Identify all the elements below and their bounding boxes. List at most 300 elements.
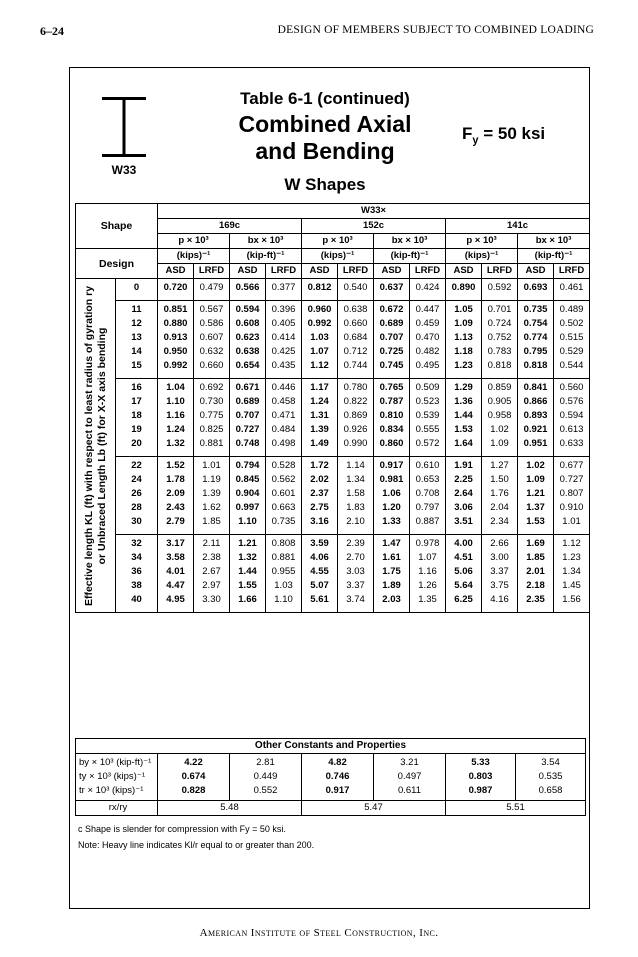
table-cell: 2.01 — [526, 566, 545, 577]
table-cell: 0.825 — [199, 424, 224, 435]
kl-value: 34 — [131, 552, 142, 563]
value-column — [446, 279, 482, 301]
table-row — [76, 301, 590, 379]
table-cell: 0.735 — [271, 516, 296, 527]
table-cell: 0.818 — [487, 360, 512, 371]
table-cell: 0.660 — [199, 360, 224, 371]
table-cell: 1.50 — [490, 474, 509, 485]
table-cell: 0.555 — [415, 424, 440, 435]
table-cell: 1.45 — [562, 580, 581, 591]
table-cell: 0.992 — [163, 360, 188, 371]
kl-value: 28 — [131, 502, 142, 513]
w-shape-icon — [102, 97, 146, 157]
value-column — [518, 279, 554, 301]
table-cell: 0.845 — [235, 474, 260, 485]
table-cell: 1.53 — [454, 424, 473, 435]
kl-value: 24 — [131, 474, 142, 485]
table-cell: 0.377 — [271, 282, 296, 293]
value-column — [302, 535, 338, 613]
design-label: Design — [76, 249, 158, 279]
table-cell: 0.572 — [415, 438, 440, 449]
table-cell: 0.866 — [523, 396, 548, 407]
value-column — [554, 279, 590, 301]
constant-value: 2.81 — [256, 757, 275, 768]
kl-values — [116, 279, 158, 301]
table-cell: 3.74 — [346, 594, 365, 605]
table-cell: 0.424 — [415, 282, 440, 293]
table-cell: 2.97 — [202, 580, 221, 591]
value-column — [374, 279, 410, 301]
table-cell: 0.730 — [199, 396, 224, 407]
table-cell: 0.745 — [379, 360, 404, 371]
table-cell: 0.992 — [307, 318, 332, 329]
table-cell: 1.62 — [202, 502, 221, 513]
kl-value: 17 — [131, 396, 142, 407]
table-cell: 1.44 — [238, 566, 257, 577]
table-cell: 0.562 — [271, 474, 296, 485]
table-cell: 1.75 — [382, 566, 401, 577]
table-cell: 1.12 — [562, 538, 581, 549]
asd-header: ASD — [302, 264, 338, 279]
other-constants-body — [76, 754, 586, 801]
value-column — [302, 379, 338, 457]
table-cell: 0.955 — [271, 566, 296, 577]
table-row — [76, 379, 590, 457]
weight-169: 169c — [158, 219, 302, 234]
table-cell: 1.85 — [526, 552, 545, 563]
table-cell: 4.55 — [310, 566, 329, 577]
table-cell: 0.797 — [415, 502, 440, 513]
table-cell: 0.693 — [523, 282, 548, 293]
table-row — [76, 279, 590, 301]
table-cell: 1.78 — [166, 474, 185, 485]
table-cell: 0.601 — [271, 488, 296, 499]
constant-column — [446, 754, 516, 801]
ratio-value: 5.51 — [446, 801, 586, 816]
p-header: p × 10³ — [302, 234, 374, 249]
table-cell: 0.623 — [235, 332, 260, 343]
constant-value: 0.535 — [538, 771, 563, 782]
constant-value: 0.497 — [397, 771, 422, 782]
table-cell: 0.529 — [559, 346, 584, 357]
table-cell: 0.461 — [559, 282, 584, 293]
table-cell: 0.990 — [343, 438, 368, 449]
table-cell: 0.841 — [523, 382, 548, 393]
table-cell: 3.30 — [202, 594, 221, 605]
table-cell: 0.458 — [271, 396, 296, 407]
table-cell: 2.67 — [202, 566, 221, 577]
table-cell: 1.03 — [310, 332, 329, 343]
asd-header: ASD — [158, 264, 194, 279]
table-cell: 2.04 — [490, 502, 509, 513]
constant-value: 0.611 — [397, 785, 422, 796]
running-head: DESIGN OF MEMBERS SUBJECT TO COMBINED LOADING — [277, 24, 594, 36]
value-column — [446, 535, 482, 613]
table-cell: 2.34 — [490, 516, 509, 527]
table-cell: 0.495 — [415, 360, 440, 371]
table-cell: 0.567 — [199, 304, 224, 315]
table-cell: 0.613 — [559, 424, 584, 435]
table-cell: 1.32 — [166, 438, 185, 449]
table-cell: 0.677 — [559, 460, 584, 471]
table-cell: 1.24 — [166, 424, 185, 435]
value-column — [194, 535, 230, 613]
table-cell: 1.19 — [202, 474, 221, 485]
table-row — [76, 457, 590, 535]
table-cell: 0.890 — [451, 282, 476, 293]
table-cell: 1.05 — [454, 304, 473, 315]
kl-value: 0 — [133, 282, 140, 293]
table-cell: 1.34 — [562, 566, 581, 577]
b-units: (kip-ft)⁻¹ — [518, 249, 590, 264]
kl-values — [116, 535, 158, 613]
table-cell: 0.470 — [415, 332, 440, 343]
table-cell: 0.880 — [163, 318, 188, 329]
constants-labels — [76, 754, 158, 801]
lrfd-header: LRFD — [266, 264, 302, 279]
table-cell: 0.560 — [559, 382, 584, 393]
table-cell: 0.926 — [343, 424, 368, 435]
constant-value: 0.803 — [468, 771, 493, 782]
table-cell: 1.02 — [490, 424, 509, 435]
title-line2: Combined Axial — [238, 111, 412, 137]
table-cell: 1.58 — [346, 488, 365, 499]
table-cell: 0.660 — [343, 318, 368, 329]
kl-value: 11 — [131, 304, 142, 315]
table-cell: 0.684 — [343, 332, 368, 343]
value-column — [374, 535, 410, 613]
table-cell: 0.818 — [523, 360, 548, 371]
table-cell: 4.51 — [454, 552, 473, 563]
table-cell: 0.754 — [523, 318, 548, 329]
table-cell: 0.860 — [379, 438, 404, 449]
constant-value: 0.449 — [253, 771, 278, 782]
kl-values — [116, 457, 158, 535]
table-cell: 0.447 — [415, 304, 440, 315]
constant-column — [230, 754, 302, 801]
kl-value: 15 — [131, 360, 142, 371]
table-cell: 1.76 — [490, 488, 509, 499]
value-column — [302, 279, 338, 301]
table-cell: 0.692 — [199, 382, 224, 393]
value-column — [158, 279, 194, 301]
lrfd-header: LRFD — [338, 264, 374, 279]
table-cell: 2.64 — [454, 488, 473, 499]
kl-value: 12 — [131, 318, 142, 329]
table-cell: 0.725 — [379, 346, 404, 357]
y-axis-label — [76, 279, 116, 613]
table-cell: 0.774 — [523, 332, 548, 343]
value-column — [230, 301, 266, 379]
lrfd-header: LRFD — [482, 264, 518, 279]
value-column — [158, 379, 194, 457]
table-cell: 0.594 — [559, 410, 584, 421]
value-column — [554, 457, 590, 535]
yield-strength: $F_y = 50$ ksi — [462, 124, 546, 147]
table-cell: 1.17 — [310, 382, 329, 393]
other-constants-title: Other Constants and Properties — [76, 739, 586, 754]
value-column — [518, 379, 554, 457]
table-title — [200, 88, 450, 196]
table-cell: 1.01 — [202, 460, 221, 471]
value-column — [194, 279, 230, 301]
y-axis-line1: Effective length KL (ft) with respect to least radius of gyration ry — [82, 285, 95, 606]
table-cell: 1.72 — [310, 460, 329, 471]
table-cell: 0.775 — [199, 410, 224, 421]
table-cell: 1.26 — [418, 580, 437, 591]
table-cell: 0.869 — [343, 410, 368, 421]
table-cell: 1.29 — [454, 382, 473, 393]
table-cell: 0.594 — [235, 304, 260, 315]
table-cell: 1.09 — [454, 318, 473, 329]
b-header: bx × 10³ — [230, 234, 302, 249]
table-cell: 1.66 — [238, 594, 257, 605]
kl-value: 20 — [131, 438, 142, 449]
table-cell: 0.851 — [163, 304, 188, 315]
value-column — [338, 457, 374, 535]
value-column — [230, 457, 266, 535]
table-cell: 0.654 — [235, 360, 260, 371]
table-cell: 0.881 — [271, 552, 296, 563]
table-cell: 5.06 — [454, 566, 473, 577]
value-column — [518, 457, 554, 535]
table-cell: 4.95 — [166, 594, 185, 605]
table-cell: 0.808 — [271, 538, 296, 549]
table-cell: 0.783 — [487, 346, 512, 357]
table-cell: 0.663 — [271, 502, 296, 513]
kl-value: 18 — [131, 410, 142, 421]
table-cell: 0.672 — [379, 304, 404, 315]
b-header: bx × 10³ — [518, 234, 590, 249]
ratio-value: 5.48 — [158, 801, 302, 816]
table-cell: 0.997 — [235, 502, 260, 513]
ratio-label: rx/ry — [76, 801, 158, 816]
value-column — [554, 301, 590, 379]
table-cell: 5.61 — [310, 594, 329, 605]
table-cell: 0.484 — [271, 424, 296, 435]
table-cell: 0.752 — [487, 332, 512, 343]
value-column — [194, 379, 230, 457]
kl-values — [116, 301, 158, 379]
table-cell: 0.978 — [415, 538, 440, 549]
table-cell: 0.638 — [235, 346, 260, 357]
table-cell: 0.638 — [343, 304, 368, 315]
lrfd-header: LRFD — [554, 264, 590, 279]
table-cell: 0.727 — [235, 424, 260, 435]
lrfd-header: LRFD — [410, 264, 446, 279]
b-units: (kip-ft)⁻¹ — [230, 249, 302, 264]
constant-column — [158, 754, 230, 801]
value-column — [302, 457, 338, 535]
constant-value: 0.746 — [325, 771, 350, 782]
table-body — [76, 279, 590, 613]
table-cell: 0.435 — [271, 360, 296, 371]
table-cell: 1.23 — [562, 552, 581, 563]
table-cell: 1.49 — [310, 438, 329, 449]
table-cell: 3.06 — [454, 502, 473, 513]
value-column — [446, 301, 482, 379]
table-cell: 0.566 — [235, 282, 260, 293]
table-cell: 3.59 — [310, 538, 329, 549]
p-units: (kips)⁻¹ — [302, 249, 374, 264]
value-column — [338, 379, 374, 457]
kl-value: 40 — [131, 594, 142, 605]
table-cell: 2.10 — [346, 516, 365, 527]
table-cell: 1.35 — [418, 594, 437, 605]
table-cell: 0.822 — [343, 396, 368, 407]
table-cell: 1.09 — [490, 438, 509, 449]
table-cell: 0.859 — [487, 382, 512, 393]
table-cell: 1.27 — [490, 460, 509, 471]
table-cell: 0.515 — [559, 332, 584, 343]
table-cell: 0.425 — [271, 346, 296, 357]
kl-value: 32 — [131, 538, 142, 549]
table-cell: 0.810 — [379, 410, 404, 421]
table-cell: 1.69 — [526, 538, 545, 549]
p-units: (kips)⁻¹ — [446, 249, 518, 264]
table-cell: 1.02 — [526, 460, 545, 471]
table-cell: 1.47 — [382, 538, 401, 549]
value-column — [446, 379, 482, 457]
table-cell: 1.07 — [418, 552, 437, 563]
table-cell: 1.91 — [454, 460, 473, 471]
table-cell: 3.58 — [166, 552, 185, 563]
publisher-footer: American Institute of Steel Construction, Inc. — [199, 927, 439, 939]
table-cell: 0.632 — [199, 346, 224, 357]
kl-value: 19 — [131, 424, 142, 435]
table-cell: 1.16 — [166, 410, 185, 421]
table-cell: 2.03 — [382, 594, 401, 605]
value-column — [230, 279, 266, 301]
table-cell: 0.807 — [559, 488, 584, 499]
value-column — [482, 457, 518, 535]
table-cell: 3.16 — [310, 516, 329, 527]
constant-label: ty × 10³ (kips)⁻¹ — [79, 771, 145, 782]
constant-value: 0.987 — [468, 785, 493, 796]
value-column — [518, 301, 554, 379]
asd-header: ASD — [230, 264, 266, 279]
p-header: p × 10³ — [446, 234, 518, 249]
value-column — [338, 535, 374, 613]
table-cell: 1.24 — [310, 396, 329, 407]
weight-152: 152c — [302, 219, 446, 234]
table-cell: 0.812 — [307, 282, 332, 293]
y-axis-line2: or Unbraced Length Lb (ft) for X-X axis bending — [95, 327, 108, 564]
table-cell: 0.576 — [559, 396, 584, 407]
weight-141: 141c — [446, 219, 590, 234]
b-header: bx × 10³ — [374, 234, 446, 249]
table-cell: 0.905 — [487, 396, 512, 407]
value-column — [194, 301, 230, 379]
table-cell: 1.12 — [310, 360, 329, 371]
table-cell: 2.70 — [346, 552, 365, 563]
value-column — [158, 535, 194, 613]
shape-group: W33× — [158, 204, 590, 219]
asd-header: ASD — [374, 264, 410, 279]
table-cell: 0.834 — [379, 424, 404, 435]
table-cell: 0.951 — [523, 438, 548, 449]
table-cell: 0.701 — [487, 304, 512, 315]
table-cell: 2.09 — [166, 488, 185, 499]
table-cell: 0.610 — [415, 460, 440, 471]
kl-values — [116, 379, 158, 457]
table-cell: 5.07 — [310, 580, 329, 591]
footnote-slender: c Shape is slender for compression with Fy = 50 ksi. — [78, 824, 286, 834]
value-column — [482, 279, 518, 301]
table-cell: 0.958 — [487, 410, 512, 421]
ratio-value: 5.47 — [302, 801, 446, 816]
kl-value: 30 — [131, 516, 142, 527]
table-cell: 0.489 — [559, 304, 584, 315]
table-cell: 0.653 — [415, 474, 440, 485]
table-cell: 3.37 — [346, 580, 365, 591]
table-cell: 3.37 — [490, 566, 509, 577]
value-column — [266, 279, 302, 301]
table-cell: 0.913 — [163, 332, 188, 343]
table-cell: 2.66 — [490, 538, 509, 549]
table-cell: 1.31 — [310, 410, 329, 421]
kl-value: 13 — [131, 332, 142, 343]
table-cell: 0.707 — [379, 332, 404, 343]
page-number: 6–24 — [40, 24, 64, 38]
table-cell: 0.608 — [235, 318, 260, 329]
table-cell: 2.35 — [526, 594, 545, 605]
table-cell: 0.707 — [235, 410, 260, 421]
constant-value: 0.658 — [538, 785, 563, 796]
table-cell: 0.724 — [487, 318, 512, 329]
table-cell: 1.06 — [382, 488, 401, 499]
table-cell: 1.13 — [454, 332, 473, 343]
table-cell: 0.482 — [415, 346, 440, 357]
table-cell: 1.39 — [202, 488, 221, 499]
value-column — [338, 279, 374, 301]
value-column — [158, 457, 194, 535]
value-column — [554, 535, 590, 613]
table-cell: 0.950 — [163, 346, 188, 357]
kl-value: 38 — [131, 580, 142, 591]
table-cell: 1.32 — [238, 552, 257, 563]
table-cell: 0.712 — [343, 346, 368, 357]
asd-header: ASD — [518, 264, 554, 279]
table-cell: 0.528 — [271, 460, 296, 471]
table-cell: 1.37 — [526, 502, 545, 513]
table-cell: 0.727 — [559, 474, 584, 485]
kl-value: 14 — [131, 346, 142, 357]
table-cell: 0.544 — [559, 360, 584, 371]
table-row — [76, 535, 590, 613]
table-cell: 0.396 — [271, 304, 296, 315]
table-cell: 3.75 — [490, 580, 509, 591]
table-cell: 0.607 — [199, 332, 224, 343]
table-cell: 0.720 — [163, 282, 188, 293]
title-line1: Table 6-1 (continued) — [240, 89, 410, 108]
table-cell: 0.921 — [523, 424, 548, 435]
value-column — [266, 535, 302, 613]
table-cell: 4.16 — [490, 594, 509, 605]
table-cell: 1.44 — [454, 410, 473, 421]
table-cell: 0.887 — [415, 516, 440, 527]
table-cell: 0.671 — [235, 382, 260, 393]
table-cell: 1.10 — [166, 396, 185, 407]
value-column — [410, 535, 446, 613]
value-column — [410, 457, 446, 535]
combined-axial-table — [75, 203, 590, 613]
other-constants-table — [75, 738, 586, 816]
table-cell: 1.03 — [274, 580, 293, 591]
value-column — [266, 301, 302, 379]
value-column — [374, 379, 410, 457]
table-cell: 1.23 — [454, 360, 473, 371]
